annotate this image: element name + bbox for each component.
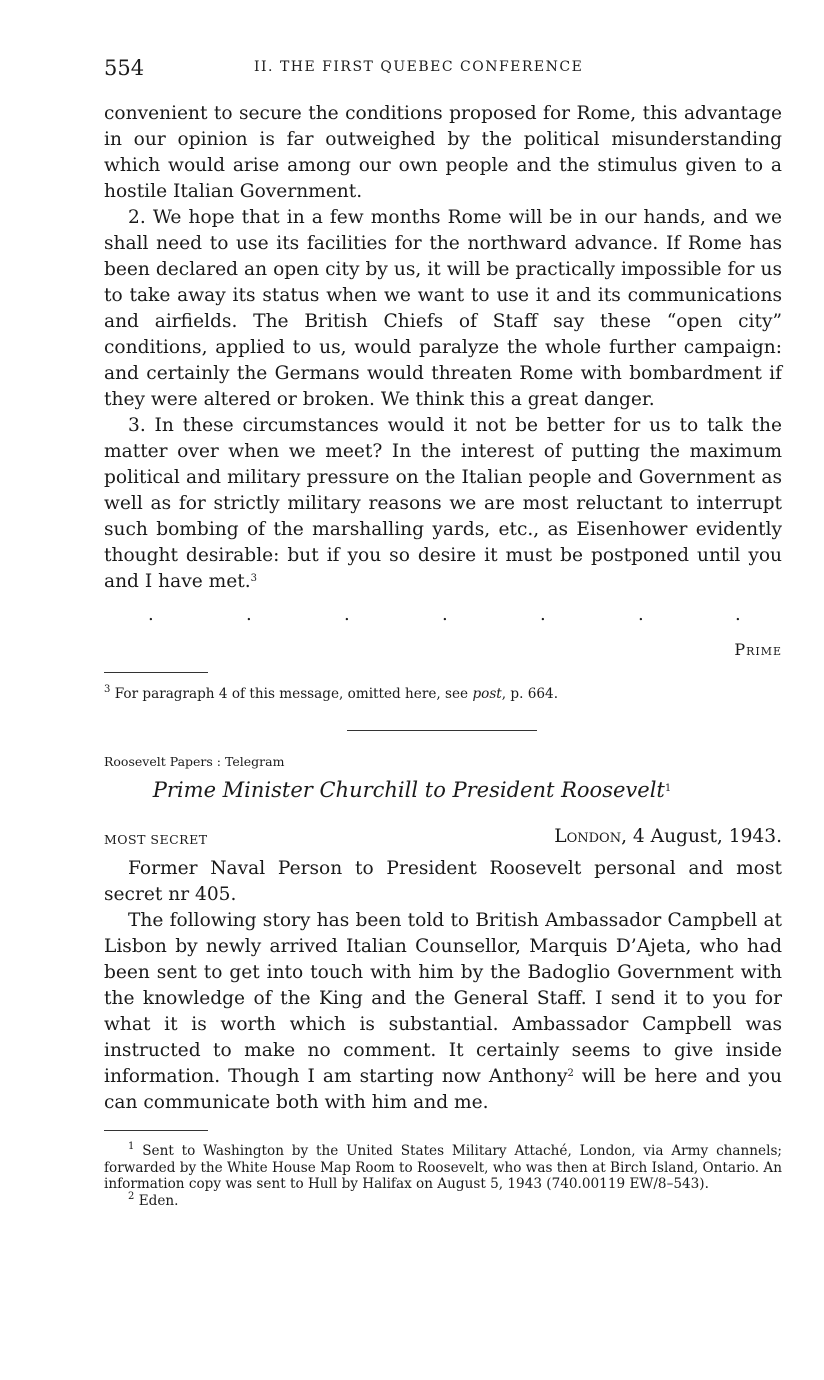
telegram-body bbox=[104, 856, 782, 1116]
footnotes bbox=[104, 1143, 782, 1209]
ellipsis-dot: . bbox=[148, 604, 154, 625]
date: , 4 August, 1943. bbox=[621, 826, 782, 847]
footnote-3-page: , p. 664. bbox=[501, 686, 559, 702]
paragraph-3 bbox=[104, 413, 782, 595]
ellipsis-dot: . bbox=[246, 604, 252, 625]
footnote-2-text: Eden. bbox=[138, 1192, 179, 1209]
section-divider bbox=[347, 730, 537, 731]
page-number: 554 bbox=[104, 56, 145, 80]
footnote-3-italic: post bbox=[472, 686, 502, 702]
footnote-marker: 2 bbox=[128, 1190, 135, 1202]
footnote-ref-1: 1 bbox=[664, 783, 672, 794]
ellipsis-dot: . bbox=[344, 604, 350, 625]
paragraph-3-text: 3. In these circumstances would it not be better for us to talk the matter over when we meet? In the interest of putting the maximum political and military pressure on the Italian people and Government as well as for strictly military reasons we are most reluctant to interrupt such bombing of the marshalling yards, etc., as Eisenhower evidently thought desirable: but if you so desire it must be postponed until you and I have met. bbox=[104, 415, 782, 592]
footnote-ref-3: 3 bbox=[250, 573, 258, 584]
telegram-paragraph-1: Former Naval Person to President Roosevelt personal and most secret nr 405. bbox=[104, 858, 782, 905]
footnote-marker: 1 bbox=[128, 1141, 135, 1152]
document-title-text: Prime Minister Churchill to President Roosevelt bbox=[152, 778, 665, 802]
place-date bbox=[554, 826, 782, 847]
telegram-paragraph-2 bbox=[104, 908, 782, 1116]
ellipsis-dot: . bbox=[442, 604, 448, 625]
classification-label: MOST SECRET bbox=[104, 832, 208, 847]
running-head: II. THE FIRST QUEBEC CONFERENCE bbox=[254, 59, 584, 75]
footnote-ref-2: 2 bbox=[567, 1068, 574, 1079]
document-title bbox=[0, 778, 824, 802]
page-header bbox=[104, 56, 784, 86]
footnote-3-text: For paragraph 4 of this message, omitted here, see bbox=[114, 686, 469, 702]
place: London bbox=[554, 826, 622, 847]
ellipsis-row bbox=[104, 604, 784, 624]
footnote-rule bbox=[104, 672, 208, 673]
footnote-1-text: Sent to Washington by the United States Military Attaché, London, via Army channels; forwarded by the White House Map Room to Roosevelt, who was then at Birch Island, Ontario. An information copy was sent to Hull by Halifax on August 5, 1943 (740.00119 EW/8–543). bbox=[104, 1143, 782, 1192]
ellipsis-dot: . bbox=[540, 604, 546, 625]
paragraph-2: 2. We hope that in a few months Rome will be in our hands, and we shall need to use its facilities for the northward advance. If Rome has been declared an open city by us, it will be practically impossible for us to take away its status when we want to use it and its communications and airfields. The British Chiefs of Staff say these “open city” conditions, applied to us, would paralyze the whole further campaign: and certainly the Germans would threaten Rome with bombardment if they were altered or broken. We think this a great danger. bbox=[104, 207, 782, 410]
footnote-2 bbox=[104, 1190, 782, 1210]
footnote-3 bbox=[104, 686, 782, 703]
ellipsis-dot: . bbox=[735, 604, 741, 625]
signature: Prime bbox=[734, 640, 782, 659]
telegram-paragraph-2-text: The following story has been told to British Ambassador Campbell at Lisbon by newly arrived Italian Counsellor, Marquis D’Ajeta, who had been sent to get into touch with him by the Badoglio Government with the knowledge of the King and the General Staff. I send it to you for what it is worth which is substantial. Ambassador Campbell was instructed to make no comment. It certainly seems to give inside information. Though I am starting now Anthony bbox=[104, 910, 782, 1087]
continued-message bbox=[104, 101, 782, 595]
telegram-paragraph-2-end: will be here and you can communicate both with him and me. bbox=[104, 1066, 782, 1113]
footnote-rule bbox=[104, 1130, 208, 1131]
footnote-1 bbox=[104, 1143, 782, 1193]
ellipsis-dot: . bbox=[638, 604, 644, 625]
document-source: Roosevelt Papers : Telegram bbox=[104, 754, 285, 769]
paragraph-continued: convenient to secure the conditions proposed for Rome, this advantage in our opinion is far outweighed by the political misunderstanding which would arise among our own people and the stimulus given to a hostile Italian Government. bbox=[104, 103, 782, 202]
footnote-marker: 3 bbox=[104, 684, 111, 695]
